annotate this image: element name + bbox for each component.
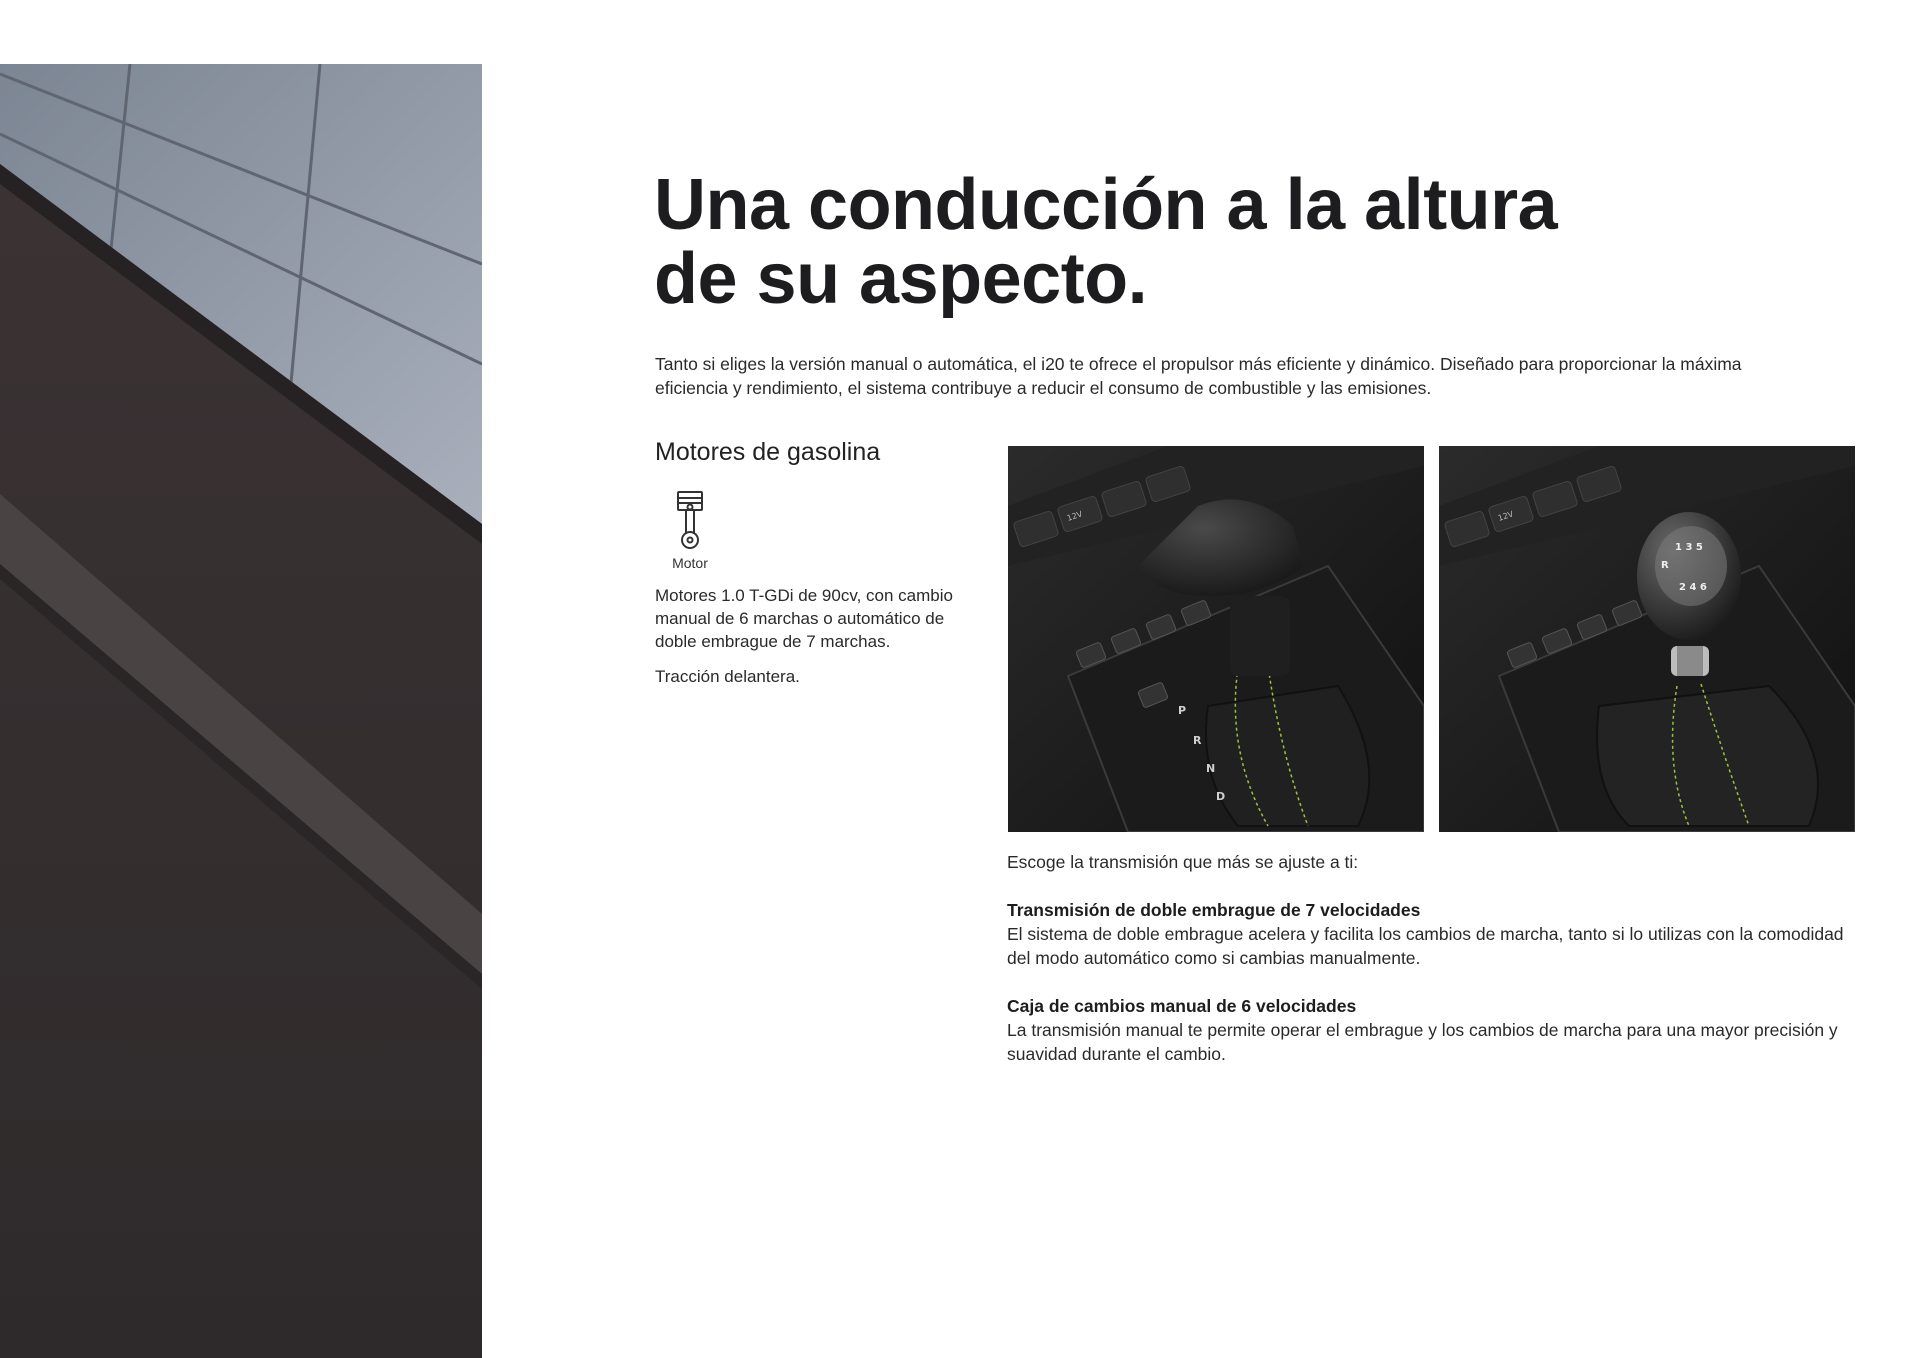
manual-bottom-gears: 2 4 6 <box>1679 582 1707 593</box>
page-headline <box>654 165 1754 319</box>
transmission-manual-text: La transmisión manual te permite operar el embrague y los cambios de marcha para una mayor precisión y suavidad durante el cambio. <box>1007 1020 1838 1064</box>
manual-gearbox-photo <box>1439 446 1855 832</box>
headline-line-1: Una conducción a la altura <box>654 165 1558 245</box>
auto-n-label: N <box>1206 762 1216 775</box>
intro-paragraph: Tanto si eliges la versión manual o automática, el i20 te ofrece el propulsor más eficiente y dinámico. Diseñado para proporcionar la máxima eficiencia y rendimiento, el sistema contribuye a reducir el consumo de combustible y las emisiones. <box>655 354 1742 398</box>
headline-line-2: de su aspecto. <box>654 239 1148 319</box>
transmission-intro: Escoge la transmisión que más se ajuste a ti: <box>1007 852 1359 872</box>
engine-description: Motores 1.0 T-GDi de 90cv, con cambio manual de 6 marchas o automático de doble embrague de 7 marchas. <box>655 586 953 651</box>
engine-icon-label: Motor <box>672 555 708 571</box>
engine-traction: Tracción delantera. <box>655 667 800 686</box>
auto-d-label: D <box>1216 790 1226 803</box>
auto-r-label: R <box>1193 734 1202 747</box>
piston-icon <box>674 490 706 552</box>
engines-section-title: Motores de gasolina <box>655 438 881 466</box>
manual-reverse-label: R <box>1661 560 1669 571</box>
auto-p-label: P <box>1178 704 1187 717</box>
manual-top-gears: 1 3 5 <box>1675 542 1703 553</box>
transmission-dct-title: Transmisión de doble embrague de 7 velocidades <box>1007 900 1421 920</box>
manual-12v-label: 12V <box>1496 509 1515 523</box>
transmission-manual-title: Caja de cambios manual de 6 velocidades <box>1007 996 1357 1016</box>
transmission-section <box>1007 850 1857 1066</box>
left-street-photo <box>0 64 482 1358</box>
automatic-gearbox-photo <box>1008 446 1424 832</box>
auto-12v-label: 12V <box>1065 509 1084 523</box>
transmission-dct-text: El sistema de doble embrague acelera y facilita los cambios de marcha, tanto si lo utilizas con la comodidad del modo automático como si cambias manualmente. <box>1007 924 1844 968</box>
